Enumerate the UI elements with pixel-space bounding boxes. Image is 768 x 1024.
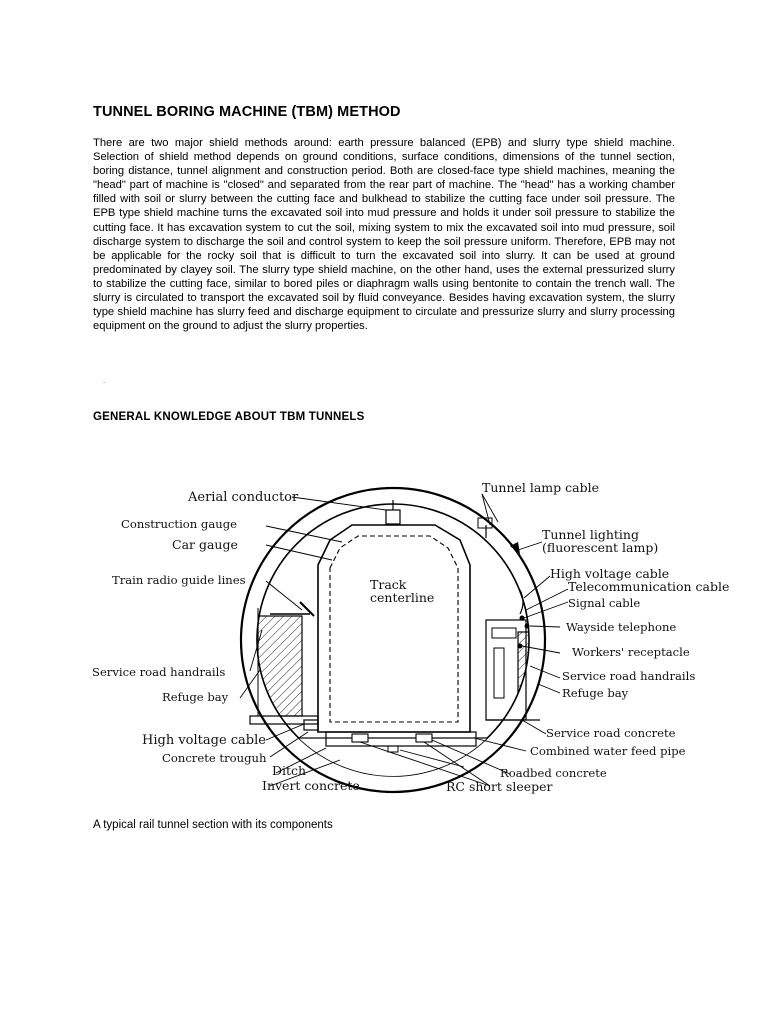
- label-refuge-bay-right: Refuge bay: [562, 686, 629, 700]
- label-car-gauge: Car gauge: [172, 537, 238, 552]
- label-track-centerline-2: centerline: [370, 590, 435, 605]
- label-high-voltage-cable-right: High voltage cable: [550, 566, 670, 581]
- label-service-road-handrails-right: Service road handrails: [562, 669, 696, 683]
- label-construction-gauge: Construction gauge: [121, 517, 238, 531]
- label-roadbed-concrete: Roadbed concrete: [500, 766, 607, 780]
- concrete-trough: [304, 720, 318, 730]
- label-refuge-bay-left: Refuge bay: [162, 690, 229, 704]
- label-invert-concrete: Invert concrete: [262, 778, 360, 793]
- label-train-radio-guide-lines: Train radio guide lines: [112, 573, 246, 587]
- label-signal-cable: Signal cable: [568, 596, 641, 610]
- label-tunnel-lamp-cable: Tunnel lamp cable: [482, 480, 599, 495]
- rc-sleeper-right: [416, 734, 432, 742]
- label-aerial-conductor: Aerial conductor: [188, 490, 299, 505]
- tunnel-cross-section-figure: [90, 470, 730, 810]
- section-heading: GENERAL KNOWLEDGE ABOUT TBM TUNNELS: [93, 411, 365, 423]
- label-wayside-telephone: Wayside telephone: [566, 620, 677, 634]
- car-gauge-outline: [330, 536, 458, 722]
- label-workers-receptacle: Workers' receptacle: [572, 645, 690, 659]
- label-combined-water-feed-pipe: Combined water feed pipe: [530, 744, 686, 758]
- body-paragraph: There are two major shield methods around: earth pressure balanced (EPB) and slurry type shield machine. Selection of shield method depends on ground conditions, surface conditions, dimensions of the tunnel section, boring distance, tunnel alignment and construction period. Both are closed-face type shield machines, meaning the "head" part of machine is "closed" and separated from the rear part of machine. The "head" has a working chamber filled with soil or slurry between the cutting face and bulkhead to stabilize the cutting face under soil pressure. The EPB type shield machine turns the excavated soil into mud pressure and holds it under soil pressure to stabilize the cutting face. It has excavation system to cut the soil, mixing system to mix the excavated soil into mud pressure, soil discharge system to discharge the soil and control system to keep the soil pressure uniform. Therefore, EPB may not be applicable for the rocky soil that is difficult to turn the excavated soil into slurry. It can be used at ground predominated by clayey soil. The slurry type shield machine, on the other hand, uses the external pressurized slurry to stabilize the cutting face, similar to bored piles or diaphragm walls using bentonite to contain the trench wall. The slurry is circulated to transport the excavated soil by fluid conveyance. Besides having excavation system, the slurry type shield machine has slurry feed and discharge equipment to circulate and pressurize slurry and slurry processing equipment on the ground to adjust the slurry properties.: [93, 137, 675, 333]
- construction-gauge-outline: [318, 525, 470, 732]
- figure-caption: A typical rail tunnel section with its components: [93, 819, 333, 831]
- aerial-conductor-fitting: [386, 510, 400, 524]
- document-title: TUNNEL BORING MACHINE (TBM) METHOD: [93, 104, 401, 120]
- label-high-voltage-cable-left: High voltage cable: [142, 733, 266, 748]
- label-rc-short-sleeper: RC short sleeper: [446, 779, 553, 794]
- refuge-bay-left-hatch: [258, 616, 302, 716]
- label-track-centerline-1: Track: [370, 577, 407, 592]
- label-concrete-trough: Concrete trouguh: [162, 751, 267, 765]
- label-service-road-handrails-left: Service road handrails: [92, 665, 226, 679]
- label-telecommunication-cable: Telecommunication cable: [568, 579, 730, 594]
- label-service-road-concrete: Service road concrete: [546, 726, 676, 740]
- rc-sleeper-left: [352, 734, 368, 742]
- tunnel-diagram: [90, 470, 730, 810]
- stray-mark: .: [103, 376, 106, 385]
- label-tunnel-lighting-2: (fluorescent lamp): [542, 540, 659, 555]
- label-tunnel-lighting-1: Tunnel lighting: [542, 527, 639, 542]
- label-ditch: Ditch: [272, 763, 307, 778]
